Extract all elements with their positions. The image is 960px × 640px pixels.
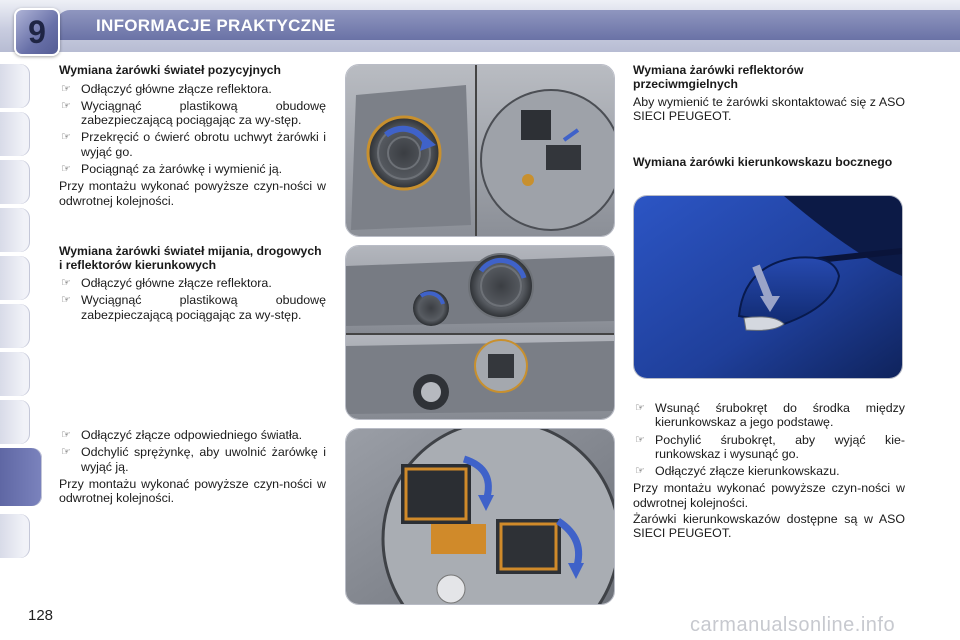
side-tab-5[interactable] <box>0 256 30 300</box>
heading-position-lights: Wymiana żarówki świateł pozycyjnych <box>59 63 281 77</box>
heading-fog-lights: Wymiana żarówki reflektorów przeciwmgielnych <box>633 63 804 91</box>
chapter-title: INFORMACJE PRAKTYCZNE <box>96 16 336 35</box>
figure-headlamp-bulb-holders <box>345 245 615 420</box>
heading-side-indicator: Wymiana żarówki kierunkowskazu bocznego <box>633 155 893 169</box>
figure-bulb-spring-clip <box>345 428 615 605</box>
watermark: carmanualsonline.info <box>690 614 896 636</box>
side-tab-6[interactable] <box>0 304 30 348</box>
page-number: 128 <box>28 607 54 624</box>
figure-side-mirror-indicator <box>633 195 903 379</box>
left-column-section-2 <box>59 245 326 325</box>
pointing-hand-icon: ☞ <box>635 433 645 446</box>
chapter-number-badge: 9 <box>14 8 60 56</box>
reassembly-note: Przy montażu wykonać powyższe czyn-ności w odwrotnej kolejności. <box>59 476 326 506</box>
list-item: ☞ Przekręcić o ćwierć obrotu uchwyt żarówki i wyjąć go. <box>61 130 326 159</box>
pointing-hand-icon: ☞ <box>61 99 71 112</box>
list-item: ☞ Wsunąć śrubokręt do środka między kierunkowskaz a jego podstawę. <box>635 401 905 430</box>
list-item: ☞ Wyciągnąć plastikową obudowę zabezpieczającą pociągając za wy-stęp. <box>61 98 326 128</box>
list-item: ☞ Odłączyć złącze odpowiedniego światła. <box>61 428 303 442</box>
left-column-section-1 <box>59 64 326 210</box>
pointing-hand-icon: ☞ <box>61 277 71 289</box>
list-item: ☞ Pochylić śrubokręt, aby wyjąć kie-runkowskaz i wysunąć go. <box>635 432 905 461</box>
list-item: ☞ Odłączyć główne złącze reflektora. <box>61 276 272 290</box>
right-column-section-2 <box>633 156 905 174</box>
pointing-hand-icon: ☞ <box>61 446 71 459</box>
pointing-hand-icon: ☞ <box>61 429 71 441</box>
list-item: ☞ Pociągnąć za żarówkę i wymienić ją. <box>61 161 283 176</box>
list-item: ☞ Odchylić sprężynkę, aby uwolnić żarówkę i wyjąć ją. <box>61 445 326 474</box>
pointing-hand-icon: ☞ <box>61 162 71 175</box>
list-item: ☞ Wyciągnąć plastikową obudowę zabezpieczającą pociągając za wy-stęp. <box>61 293 326 322</box>
fog-light-text: Aby wymienić te żarówki skontaktować się z ASO SIECI PEUGEOT. <box>633 95 905 124</box>
pointing-hand-icon: ☞ <box>61 294 71 307</box>
list-item: ☞ Odłączyć złącze kierunkowskazu. <box>635 464 840 479</box>
pointing-hand-icon: ☞ <box>635 402 645 414</box>
right-column-section-1 <box>633 64 905 126</box>
pointing-hand-icon: ☞ <box>61 82 71 95</box>
side-tab-4[interactable] <box>0 208 30 252</box>
heading-dipped-main-beam: Wymiana żarówki świateł mijania, drogowych i reflektorów kierunkowych <box>59 244 322 272</box>
page-header <box>0 0 960 52</box>
side-tab-2[interactable] <box>0 112 30 156</box>
left-column-section-3 <box>59 428 326 507</box>
right-column-section-3 <box>633 401 905 543</box>
side-tab-3[interactable] <box>0 160 30 204</box>
list-item: ☞ Odłączyć główne złącze reflektora. <box>61 81 272 96</box>
side-tab-1[interactable] <box>0 64 30 108</box>
side-tab-7[interactable] <box>0 352 30 396</box>
side-tab-10[interactable] <box>0 514 30 558</box>
availability-note: Żarówki kierunkowskazów dostępne są w ASO SIECI PEUGEOT. <box>633 512 905 541</box>
pointing-hand-icon: ☞ <box>635 465 645 478</box>
pointing-hand-icon: ☞ <box>61 131 71 144</box>
reassembly-note: Przy montażu wykonać powyższe czyn-ności w odwrotnej kolejności. <box>633 481 905 510</box>
side-tab-8[interactable] <box>0 400 30 444</box>
figure-headlamp-rear-covers <box>345 64 615 237</box>
side-tab-active-chapter[interactable] <box>0 448 42 506</box>
reassembly-note: Przy montażu wykonać powyższe czyn-ności w odwrotnej kolejności. <box>59 179 326 208</box>
